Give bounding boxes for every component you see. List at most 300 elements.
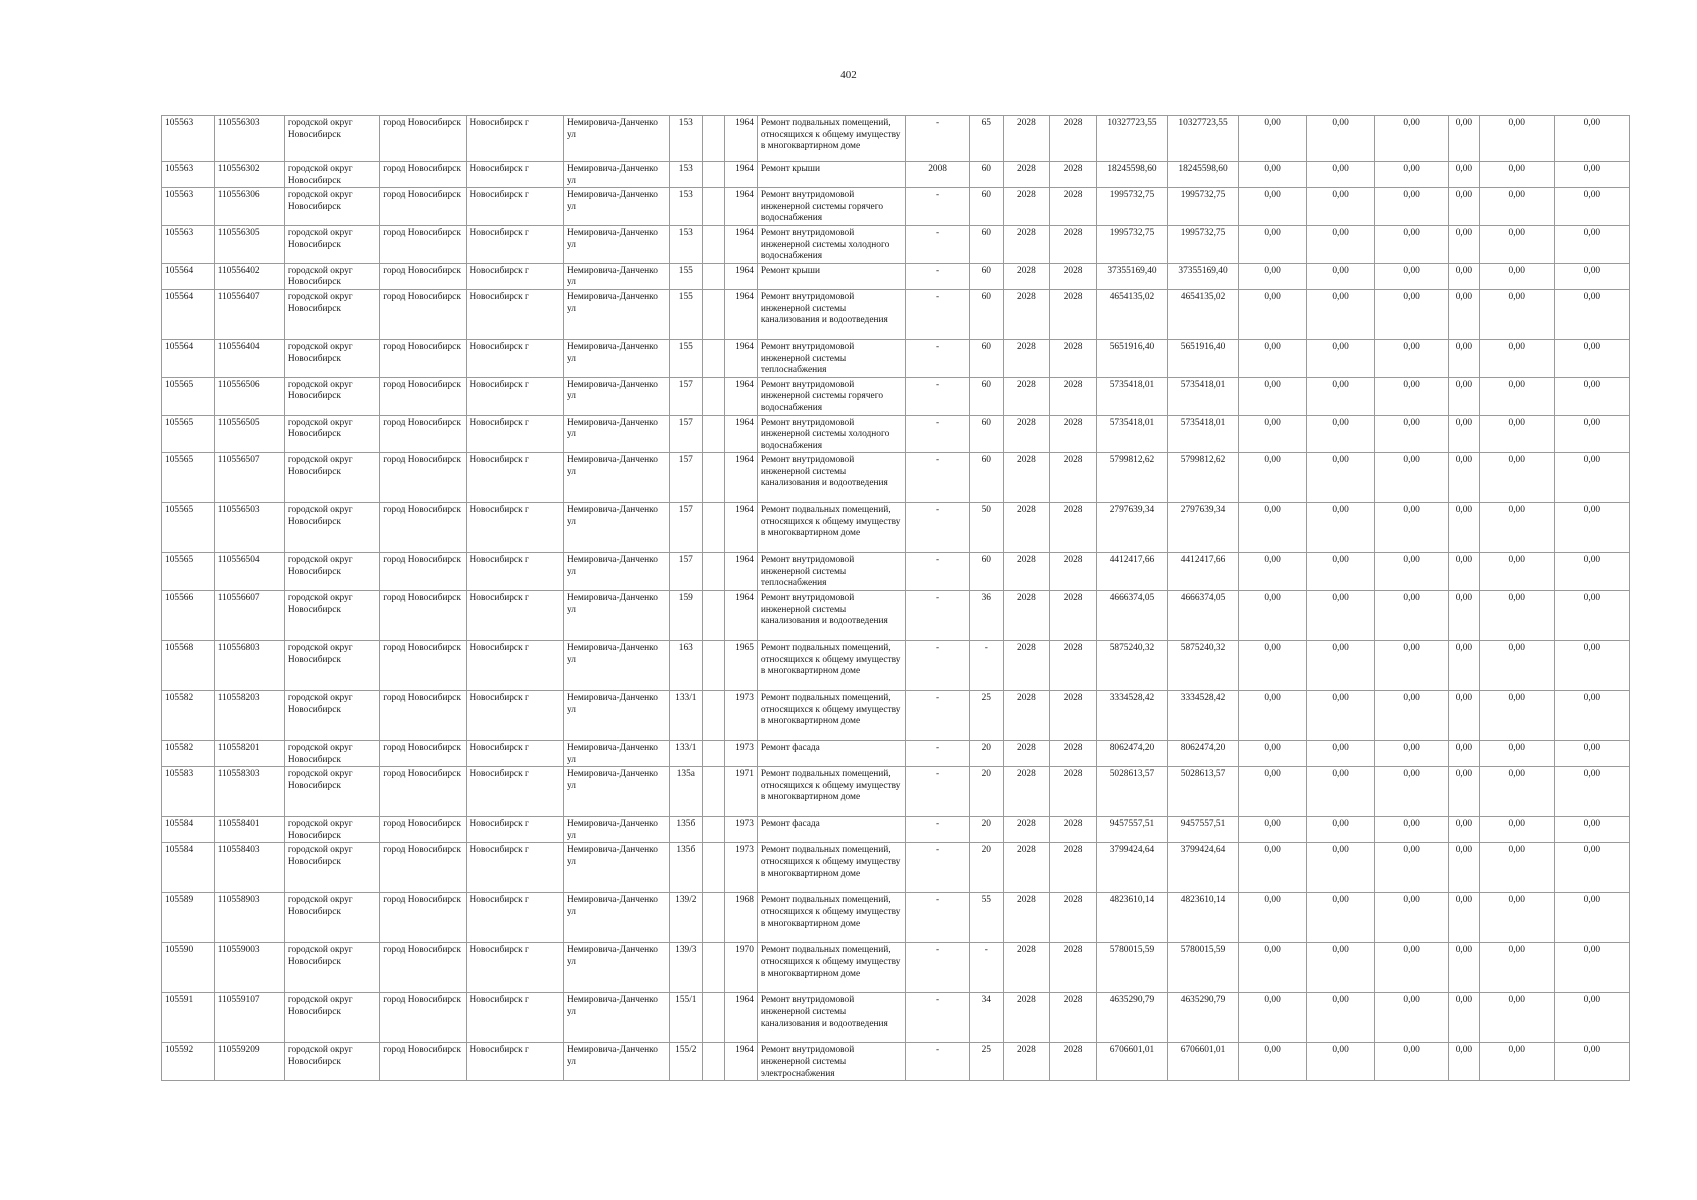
cell-id: 105590: [162, 943, 215, 993]
cell-fund-4: 0,00: [1449, 188, 1479, 226]
cell-municipality: город Новосибирск: [380, 116, 466, 162]
cell-year: 1964: [725, 162, 757, 188]
cell-cost-fund: 5875240,32: [1167, 641, 1238, 691]
cell-settlement: Новосибирск г: [466, 162, 563, 188]
cell-code: 110556402: [214, 263, 284, 289]
cell-fund-2: 0,00: [1307, 641, 1375, 691]
cell-house: 157: [669, 453, 703, 503]
cell-wear: 60: [970, 289, 1004, 339]
table-row: [162, 893, 1630, 943]
cell-extra: [703, 843, 725, 893]
cell-fund-3: 0,00: [1375, 503, 1449, 553]
cell-fund-2: 0,00: [1307, 188, 1375, 226]
cell-plan-start: 2028: [1003, 116, 1050, 162]
cell-last-repair: -: [906, 1043, 970, 1081]
cell-code: 110559003: [214, 943, 284, 993]
cell-cost-total: 9457557,51: [1096, 817, 1167, 843]
cell-year: 1964: [725, 553, 757, 591]
cell-fund-3: 0,00: [1375, 188, 1449, 226]
cell-street: Немировича-Данченко ул: [563, 993, 669, 1043]
cell-code: 110558403: [214, 843, 284, 893]
cell-fund-3: 0,00: [1375, 741, 1449, 767]
cell-settlement: Новосибирск г: [466, 116, 563, 162]
cell-fund-3: 0,00: [1375, 339, 1449, 377]
cell-fund-4: 0,00: [1449, 453, 1479, 503]
cell-settlement: Новосибирск г: [466, 339, 563, 377]
cell-fund-2: 0,00: [1307, 116, 1375, 162]
cell-fund-2: 0,00: [1307, 591, 1375, 641]
cell-extra: [703, 116, 725, 162]
cell-cost-total: 5735418,01: [1096, 377, 1167, 415]
cell-fund-4: 0,00: [1449, 289, 1479, 339]
cell-fund-6: 0,00: [1554, 591, 1629, 641]
cell-extra: [703, 289, 725, 339]
cell-fund-2: 0,00: [1307, 691, 1375, 741]
cell-plan-end: 2028: [1050, 453, 1097, 503]
cell-settlement: Новосибирск г: [466, 188, 563, 226]
cell-wear: 60: [970, 553, 1004, 591]
cell-house: 135б: [669, 843, 703, 893]
cell-code: 110556306: [214, 188, 284, 226]
cell-street: Немировича-Данченко ул: [563, 339, 669, 377]
cell-wear: 55: [970, 893, 1004, 943]
cell-cost-fund: 5735418,01: [1167, 415, 1238, 453]
cell-fund-3: 0,00: [1375, 993, 1449, 1043]
cell-code: 110556305: [214, 225, 284, 263]
cell-cost-fund: 3334528,42: [1167, 691, 1238, 741]
cell-fund-6: 0,00: [1554, 843, 1629, 893]
cell-fund-2: 0,00: [1307, 289, 1375, 339]
cell-cost-fund: 5780015,59: [1167, 943, 1238, 993]
cell-fund-4: 0,00: [1449, 339, 1479, 377]
cell-house: 153: [669, 188, 703, 226]
cell-id: 105566: [162, 591, 215, 641]
cell-fund-3: 0,00: [1375, 377, 1449, 415]
cell-municipality: город Новосибирск: [380, 767, 466, 817]
cell-fund-1: 0,00: [1239, 741, 1307, 767]
cell-cost-total: 6706601,01: [1096, 1043, 1167, 1081]
cell-plan-end: 2028: [1050, 943, 1097, 993]
cell-cost-total: 3334528,42: [1096, 691, 1167, 741]
cell-fund-4: 0,00: [1449, 817, 1479, 843]
cell-municipality: город Новосибирск: [380, 943, 466, 993]
cell-fund-5: 0,00: [1479, 263, 1554, 289]
table-row: [162, 641, 1630, 691]
cell-work: Ремонт подвальных помещений, относящихся к общему имуществу в многоквартирном доме: [757, 767, 905, 817]
cell-cost-fund: 5799812,62: [1167, 453, 1238, 503]
cell-wear: 60: [970, 225, 1004, 263]
cell-street: Немировича-Данченко ул: [563, 453, 669, 503]
cell-fund-4: 0,00: [1449, 162, 1479, 188]
cell-extra: [703, 453, 725, 503]
cell-fund-5: 0,00: [1479, 893, 1554, 943]
cell-house: 153: [669, 116, 703, 162]
table-row: [162, 943, 1630, 993]
cell-fund-1: 0,00: [1239, 1043, 1307, 1081]
cell-municipality: город Новосибирск: [380, 263, 466, 289]
cell-last-repair: -: [906, 817, 970, 843]
cell-code: 110556803: [214, 641, 284, 691]
cell-municipality: город Новосибирск: [380, 415, 466, 453]
cell-fund-6: 0,00: [1554, 1043, 1629, 1081]
cell-id: 105564: [162, 289, 215, 339]
cell-cost-fund: 2797639,34: [1167, 503, 1238, 553]
cell-fund-4: 0,00: [1449, 591, 1479, 641]
table-row: [162, 162, 1630, 188]
cell-district: городской округ Новосибирск: [284, 1043, 379, 1081]
cell-municipality: город Новосибирск: [380, 1043, 466, 1081]
cell-last-repair: -: [906, 691, 970, 741]
cell-municipality: город Новосибирск: [380, 188, 466, 226]
cell-plan-end: 2028: [1050, 1043, 1097, 1081]
cell-fund-3: 0,00: [1375, 1043, 1449, 1081]
cell-plan-start: 2028: [1003, 553, 1050, 591]
cell-extra: [703, 741, 725, 767]
cell-cost-total: 4654135,02: [1096, 289, 1167, 339]
cell-plan-end: 2028: [1050, 162, 1097, 188]
cell-fund-2: 0,00: [1307, 993, 1375, 1043]
cell-municipality: город Новосибирск: [380, 225, 466, 263]
cell-house: 153: [669, 162, 703, 188]
cell-fund-3: 0,00: [1375, 641, 1449, 691]
cell-plan-start: 2028: [1003, 289, 1050, 339]
cell-last-repair: -: [906, 993, 970, 1043]
cell-cost-fund: 1995732,75: [1167, 188, 1238, 226]
cell-fund-2: 0,00: [1307, 415, 1375, 453]
cell-fund-2: 0,00: [1307, 943, 1375, 993]
cell-cost-total: 5799812,62: [1096, 453, 1167, 503]
cell-fund-2: 0,00: [1307, 817, 1375, 843]
cell-plan-start: 2028: [1003, 993, 1050, 1043]
cell-fund-5: 0,00: [1479, 767, 1554, 817]
cell-fund-2: 0,00: [1307, 162, 1375, 188]
cell-fund-4: 0,00: [1449, 503, 1479, 553]
cell-fund-1: 0,00: [1239, 225, 1307, 263]
cell-year: 1964: [725, 591, 757, 641]
cell-extra: [703, 893, 725, 943]
cell-house: 155: [669, 289, 703, 339]
cell-wear: 60: [970, 263, 1004, 289]
cell-fund-5: 0,00: [1479, 741, 1554, 767]
cell-work: Ремонт крыши: [757, 263, 905, 289]
cell-house: 155: [669, 263, 703, 289]
cell-fund-1: 0,00: [1239, 993, 1307, 1043]
cell-plan-start: 2028: [1003, 817, 1050, 843]
cell-district: городской округ Новосибирск: [284, 691, 379, 741]
cell-municipality: город Новосибирск: [380, 591, 466, 641]
cell-street: Немировича-Данченко ул: [563, 767, 669, 817]
cell-work: Ремонт подвальных помещений, относящихся к общему имуществу в многоквартирном доме: [757, 641, 905, 691]
cell-plan-end: 2028: [1050, 893, 1097, 943]
cell-cost-total: 1995732,75: [1096, 225, 1167, 263]
cell-fund-6: 0,00: [1554, 553, 1629, 591]
cell-fund-4: 0,00: [1449, 553, 1479, 591]
cell-municipality: город Новосибирск: [380, 339, 466, 377]
cell-plan-start: 2028: [1003, 453, 1050, 503]
cell-year: 1964: [725, 503, 757, 553]
cell-id: 105563: [162, 162, 215, 188]
cell-fund-1: 0,00: [1239, 943, 1307, 993]
cell-cost-total: 1995732,75: [1096, 188, 1167, 226]
cell-settlement: Новосибирск г: [466, 741, 563, 767]
cell-year: 1964: [725, 1043, 757, 1081]
cell-fund-6: 0,00: [1554, 943, 1629, 993]
cell-code: 110559209: [214, 1043, 284, 1081]
cell-wear: -: [970, 943, 1004, 993]
cell-year: 1973: [725, 843, 757, 893]
cell-plan-start: 2028: [1003, 225, 1050, 263]
cell-id: 105564: [162, 263, 215, 289]
cell-id: 105565: [162, 553, 215, 591]
cell-street: Немировича-Данченко ул: [563, 289, 669, 339]
cell-municipality: город Новосибирск: [380, 553, 466, 591]
cell-extra: [703, 553, 725, 591]
cell-plan-start: 2028: [1003, 503, 1050, 553]
cell-cost-fund: 4823610,14: [1167, 893, 1238, 943]
cell-year: 1964: [725, 377, 757, 415]
cell-house: 135б: [669, 817, 703, 843]
cell-fund-5: 0,00: [1479, 225, 1554, 263]
cell-municipality: город Новосибирск: [380, 289, 466, 339]
cell-cost-fund: 5651916,40: [1167, 339, 1238, 377]
cell-wear: 20: [970, 817, 1004, 843]
cell-wear: 60: [970, 415, 1004, 453]
cell-fund-2: 0,00: [1307, 553, 1375, 591]
cell-id: 105563: [162, 116, 215, 162]
cell-plan-end: 2028: [1050, 641, 1097, 691]
cell-last-repair: -: [906, 943, 970, 993]
cell-code: 110556506: [214, 377, 284, 415]
cell-district: городской округ Новосибирск: [284, 415, 379, 453]
cell-fund-1: 0,00: [1239, 162, 1307, 188]
cell-work: Ремонт внутридомовой инженерной системы холодного водоснабжения: [757, 225, 905, 263]
cell-fund-3: 0,00: [1375, 263, 1449, 289]
cell-code: 110556503: [214, 503, 284, 553]
cell-fund-5: 0,00: [1479, 843, 1554, 893]
cell-plan-end: 2028: [1050, 225, 1097, 263]
cell-year: 1964: [725, 415, 757, 453]
cell-fund-6: 0,00: [1554, 993, 1629, 1043]
cell-last-repair: -: [906, 188, 970, 226]
cell-district: городской округ Новосибирск: [284, 503, 379, 553]
cell-street: Немировича-Данченко ул: [563, 817, 669, 843]
cell-wear: 65: [970, 116, 1004, 162]
cell-id: 105582: [162, 741, 215, 767]
cell-fund-3: 0,00: [1375, 116, 1449, 162]
cell-work: Ремонт подвальных помещений, относящихся к общему имуществу в многоквартирном доме: [757, 503, 905, 553]
cell-code: 110556505: [214, 415, 284, 453]
cell-district: городской округ Новосибирск: [284, 453, 379, 503]
cell-house: 157: [669, 377, 703, 415]
cell-extra: [703, 993, 725, 1043]
cell-cost-total: 4412417,66: [1096, 553, 1167, 591]
cell-fund-5: 0,00: [1479, 289, 1554, 339]
cell-municipality: город Новосибирск: [380, 377, 466, 415]
cell-code: 110556302: [214, 162, 284, 188]
cell-fund-4: 0,00: [1449, 943, 1479, 993]
cell-street: Немировича-Данченко ул: [563, 641, 669, 691]
cell-fund-3: 0,00: [1375, 691, 1449, 741]
cell-year: 1971: [725, 767, 757, 817]
cell-house: 157: [669, 503, 703, 553]
cell-wear: 20: [970, 741, 1004, 767]
cell-id: 105565: [162, 377, 215, 415]
cell-cost-total: 5780015,59: [1096, 943, 1167, 993]
cell-fund-5: 0,00: [1479, 641, 1554, 691]
cell-plan-end: 2028: [1050, 993, 1097, 1043]
cell-cost-total: 5028613,57: [1096, 767, 1167, 817]
cell-wear: 36: [970, 591, 1004, 641]
cell-last-repair: -: [906, 893, 970, 943]
cell-fund-2: 0,00: [1307, 503, 1375, 553]
cell-last-repair: -: [906, 503, 970, 553]
cell-fund-6: 0,00: [1554, 162, 1629, 188]
cell-wear: 60: [970, 377, 1004, 415]
cell-work: Ремонт внутридомовой инженерной системы электроснабжения: [757, 1043, 905, 1081]
cell-cost-fund: 5735418,01: [1167, 377, 1238, 415]
cell-district: городской округ Новосибирск: [284, 591, 379, 641]
cell-work: Ремонт подвальных помещений, относящихся к общему имуществу в многоквартирном доме: [757, 116, 905, 162]
cell-last-repair: -: [906, 453, 970, 503]
cell-id: 105565: [162, 453, 215, 503]
cell-fund-2: 0,00: [1307, 893, 1375, 943]
cell-wear: 60: [970, 453, 1004, 503]
cell-work: Ремонт внутридомовой инженерной системы теплоснабжения: [757, 553, 905, 591]
cell-fund-3: 0,00: [1375, 943, 1449, 993]
cell-settlement: Новосибирск г: [466, 263, 563, 289]
cell-cost-fund: 4412417,66: [1167, 553, 1238, 591]
cell-wear: 60: [970, 162, 1004, 188]
cell-fund-4: 0,00: [1449, 691, 1479, 741]
cell-last-repair: -: [906, 741, 970, 767]
cell-code: 110559107: [214, 993, 284, 1043]
cell-wear: -: [970, 641, 1004, 691]
cell-work: Ремонт подвальных помещений, относящихся к общему имуществу в многоквартирном доме: [757, 893, 905, 943]
cell-fund-4: 0,00: [1449, 116, 1479, 162]
table-row: [162, 591, 1630, 641]
cell-fund-3: 0,00: [1375, 415, 1449, 453]
cell-fund-3: 0,00: [1375, 767, 1449, 817]
cell-fund-6: 0,00: [1554, 503, 1629, 553]
cell-house: 133/1: [669, 741, 703, 767]
cell-district: городской округ Новосибирск: [284, 188, 379, 226]
cell-street: Немировича-Данченко ул: [563, 591, 669, 641]
cell-fund-6: 0,00: [1554, 225, 1629, 263]
cell-street: Немировича-Данченко ул: [563, 415, 669, 453]
cell-fund-4: 0,00: [1449, 225, 1479, 263]
cell-fund-6: 0,00: [1554, 817, 1629, 843]
cell-code: 110558401: [214, 817, 284, 843]
cell-wear: 25: [970, 1043, 1004, 1081]
cell-plan-end: 2028: [1050, 741, 1097, 767]
cell-house: 163: [669, 641, 703, 691]
cell-id: 105584: [162, 843, 215, 893]
cell-id: 105582: [162, 691, 215, 741]
cell-cost-fund: 10327723,55: [1167, 116, 1238, 162]
cell-settlement: Новосибирск г: [466, 453, 563, 503]
cell-fund-2: 0,00: [1307, 843, 1375, 893]
cell-fund-1: 0,00: [1239, 591, 1307, 641]
cell-extra: [703, 641, 725, 691]
cell-house: 153: [669, 225, 703, 263]
table-row: [162, 767, 1630, 817]
table-row: [162, 339, 1630, 377]
cell-work: Ремонт внутридомовой инженерной системы канализования и водоотведения: [757, 591, 905, 641]
cell-plan-start: 2028: [1003, 843, 1050, 893]
cell-fund-5: 0,00: [1479, 1043, 1554, 1081]
cell-year: 1964: [725, 263, 757, 289]
cell-extra: [703, 817, 725, 843]
cell-plan-start: 2028: [1003, 767, 1050, 817]
cell-street: Немировича-Данченко ул: [563, 263, 669, 289]
cell-cost-total: 4635290,79: [1096, 993, 1167, 1043]
cell-extra: [703, 1043, 725, 1081]
cell-cost-fund: 5028613,57: [1167, 767, 1238, 817]
cell-house: 133/1: [669, 691, 703, 741]
cell-cost-total: 4823610,14: [1096, 893, 1167, 943]
cell-fund-6: 0,00: [1554, 188, 1629, 226]
cell-last-repair: -: [906, 641, 970, 691]
cell-year: 1964: [725, 993, 757, 1043]
cell-street: Немировича-Данченко ул: [563, 893, 669, 943]
cell-fund-3: 0,00: [1375, 843, 1449, 893]
cell-fund-2: 0,00: [1307, 263, 1375, 289]
cell-municipality: город Новосибирск: [380, 993, 466, 1043]
cell-house: 139/2: [669, 893, 703, 943]
cell-cost-fund: 9457557,51: [1167, 817, 1238, 843]
cell-fund-5: 0,00: [1479, 503, 1554, 553]
cell-district: городской округ Новосибирск: [284, 263, 379, 289]
cell-fund-6: 0,00: [1554, 339, 1629, 377]
cell-code: 110558903: [214, 893, 284, 943]
cell-fund-4: 0,00: [1449, 993, 1479, 1043]
table-row: [162, 503, 1630, 553]
cell-extra: [703, 339, 725, 377]
cell-last-repair: -: [906, 377, 970, 415]
cell-cost-total: 3799424,64: [1096, 843, 1167, 893]
cell-code: 110558203: [214, 691, 284, 741]
cell-fund-4: 0,00: [1449, 741, 1479, 767]
cell-street: Немировича-Данченко ул: [563, 162, 669, 188]
cell-id: 105589: [162, 893, 215, 943]
cell-fund-1: 0,00: [1239, 817, 1307, 843]
table-row: [162, 188, 1630, 226]
cell-wear: 20: [970, 843, 1004, 893]
cell-settlement: Новосибирск г: [466, 225, 563, 263]
cell-id: 105565: [162, 415, 215, 453]
cell-fund-3: 0,00: [1375, 162, 1449, 188]
table-row: [162, 691, 1630, 741]
cell-fund-4: 0,00: [1449, 843, 1479, 893]
cell-last-repair: 2008: [906, 162, 970, 188]
cell-fund-1: 0,00: [1239, 553, 1307, 591]
cell-cost-fund: 37355169,40: [1167, 263, 1238, 289]
table-row: [162, 453, 1630, 503]
cell-plan-end: 2028: [1050, 817, 1097, 843]
cell-settlement: Новосибирск г: [466, 893, 563, 943]
cell-id: 105583: [162, 767, 215, 817]
cell-district: городской округ Новосибирск: [284, 339, 379, 377]
cell-plan-end: 2028: [1050, 289, 1097, 339]
cell-house: 155: [669, 339, 703, 377]
cell-plan-end: 2028: [1050, 339, 1097, 377]
cell-extra: [703, 225, 725, 263]
cell-street: Немировича-Данченко ул: [563, 691, 669, 741]
cell-cost-fund: 4666374,05: [1167, 591, 1238, 641]
cell-plan-start: 2028: [1003, 691, 1050, 741]
cell-street: Немировича-Данченко ул: [563, 553, 669, 591]
cell-year: 1964: [725, 225, 757, 263]
